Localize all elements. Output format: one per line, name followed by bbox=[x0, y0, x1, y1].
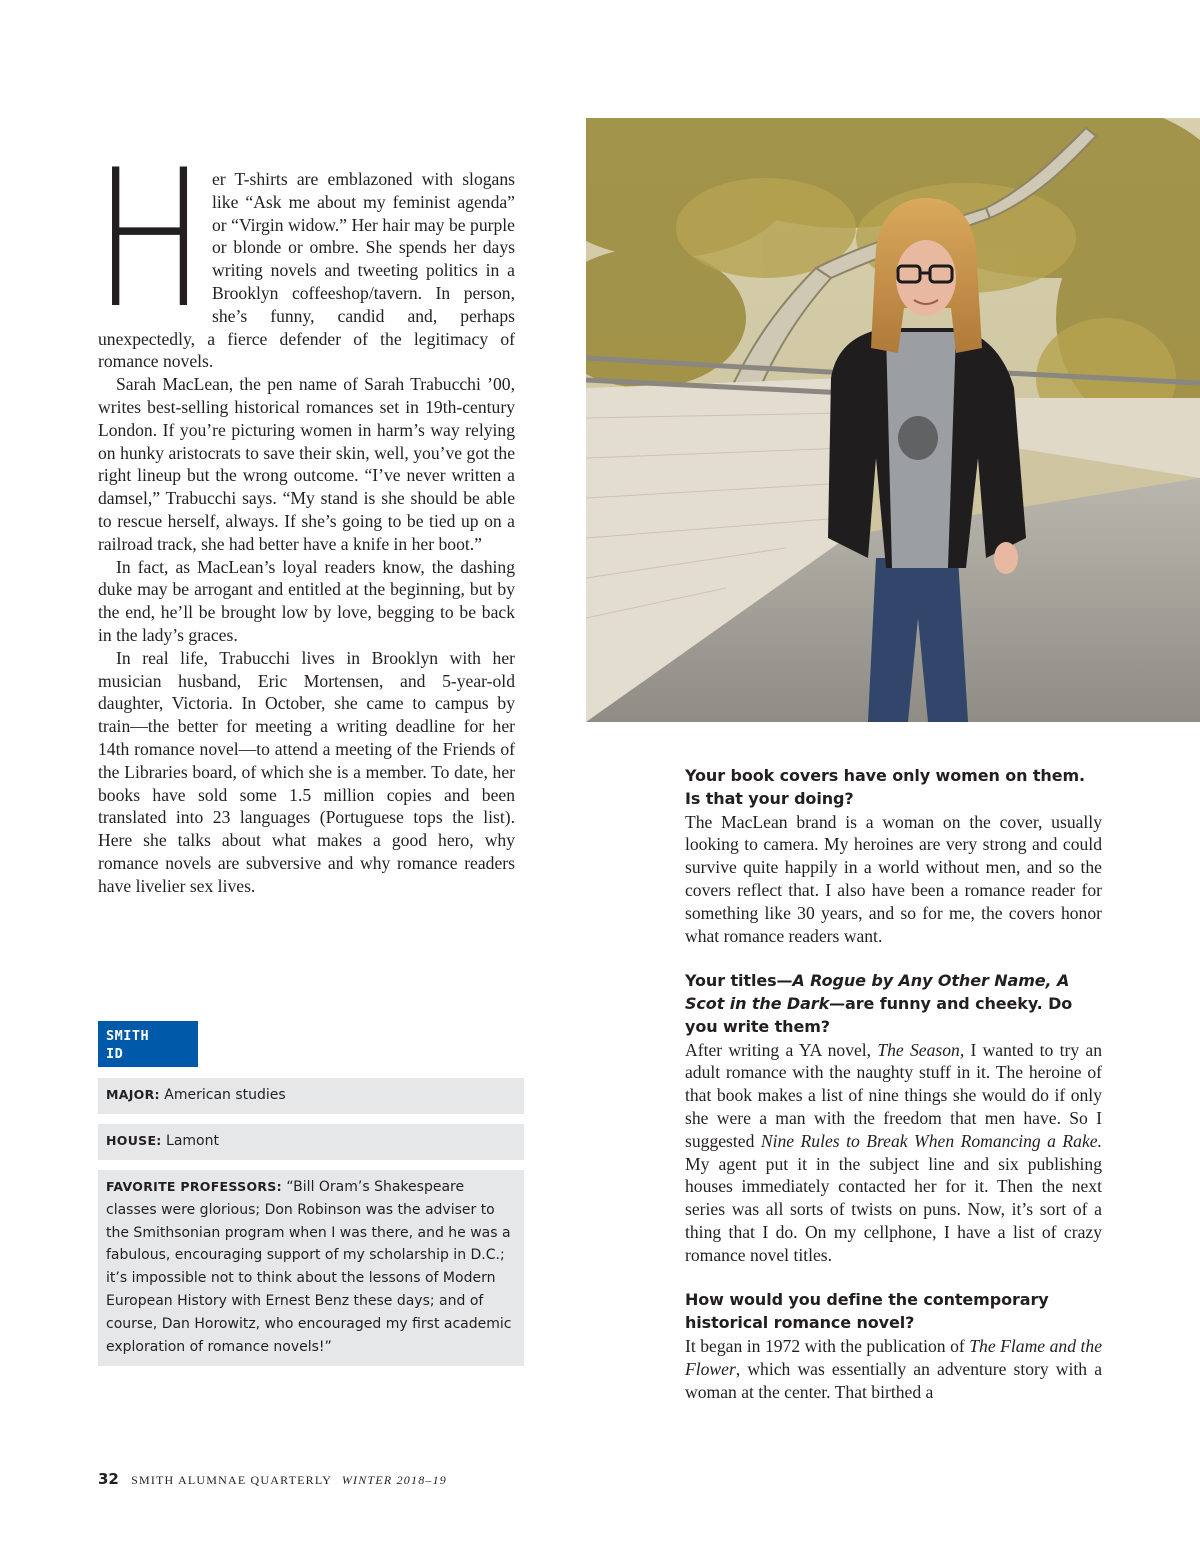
professors-value: “Bill Oram’s Shakespeare classes were glorious; Don Robinson was the adviser to the Smithsonian program when I was there, and he was a fabulous, encouraging support of my scholarship in D.C.; it’s impossible not to think about the lessons of Modern European History with Ernest Benz these days; and of course, Dan Horowitz, who encouraged my first academic exploration of romance novels!” bbox=[106, 1179, 512, 1355]
house-value: Lamont bbox=[166, 1133, 219, 1149]
answer-3 bbox=[685, 1335, 1102, 1403]
question-2-pre: Your titles— bbox=[685, 971, 793, 991]
portrait-photo bbox=[586, 118, 1200, 722]
question-2 bbox=[685, 970, 1102, 1038]
issue-date: WINTER 2018–19 bbox=[341, 1473, 447, 1487]
answer-2-part1: After writing a YA novel, bbox=[685, 1039, 878, 1060]
answer-2-title1: The Season, bbox=[877, 1039, 965, 1060]
publication-name: SMITH ALUMNAE QUARTERLY bbox=[131, 1473, 332, 1487]
major-row bbox=[98, 1078, 524, 1114]
answer-1: The MacLean brand is a woman on the cover, usually looking to camera. My heroines are very strong and could survive quite happily in a world without men, and so the covers reflect that. I also have been a romance reader for something like 30 years, and so for me, the covers honor what romance readers want. bbox=[685, 811, 1102, 946]
favorite-professors-row bbox=[98, 1170, 524, 1366]
house-row bbox=[98, 1124, 524, 1160]
answer-2-part2: I wanted to try an adult romance with the naughty stuff in it. The heroine of that book makes a list of nine things she would do if only she were a man with the freedom that men have. So I suggested bbox=[685, 1039, 1102, 1151]
article-body bbox=[94, 129, 515, 898]
answer-2 bbox=[685, 1039, 1102, 1267]
article-paragraph-2: Sarah MacLean, the pen name of Sarah Trabucchi ’00, writes best-selling historical romances set in 19th-century London. If you’re picturing women in harm’s way relying on hunky aristocrats to save their skin, well, you’ve got the right lineup but the wrong outcome. “I’ve never written a damsel,” Trabucchi says. “My stand is she should be able to rescue herself, always. If she’s going to be tied up on a railroad track, she had better have a knife in her boot.” bbox=[98, 374, 515, 554]
qa-section bbox=[685, 765, 1102, 1403]
question-1: Your book covers have only women on them. Is that your doing? bbox=[685, 766, 1086, 808]
article-paragraph-1: er T-shirts are emblazoned with slogans like “Ask me about my feminist agenda” or “Virgin widow.” Her hair may be purple or blonde or ombre. She spends her days writing novels and tweeting politics in a Brooklyn coffeeshop/tavern. In person, she’s funny, candid and, perhaps unexpectedly, a fierce defender of the legitimacy of romance novels. bbox=[98, 169, 515, 372]
answer-2-title2: Nine Rules to Break When Romancing a Rake. bbox=[760, 1130, 1102, 1151]
smith-id-tag-line1: SMITH bbox=[106, 1028, 150, 1044]
answer-3-part1: It began in 1972 with the publication of bbox=[685, 1335, 970, 1356]
house-label: HOUSE: bbox=[106, 1133, 162, 1148]
question-3: How would you define the contemporary historical romance novel? bbox=[685, 1290, 1049, 1333]
professors-label: FAVORITE PROFESSORS: bbox=[106, 1179, 282, 1194]
drop-cap: H bbox=[94, 129, 206, 350]
page-number: 32 bbox=[98, 1470, 119, 1488]
article-paragraph-3: In fact, as MacLean’s loyal readers know, the dashing duke may be arrogant and entitled at the beginning, but by the end, he’ll be brought low by love, begging to be back in the lady’s graces. bbox=[98, 556, 515, 645]
answer-3-title: The Flame and the Flower bbox=[685, 1335, 1103, 1379]
major-label: MAJOR: bbox=[106, 1087, 160, 1102]
smith-id-tag bbox=[98, 1021, 198, 1067]
question-2-post: —are funny and cheeky. Do you write them? bbox=[685, 993, 1073, 1036]
article-paragraph-4: In real life, Trabucchi lives in Brooklyn with her musician husband, Eric Mortensen, and 5-year-old daughter, Victoria. In October, she came to campus by train—the better for meeting a writing deadline for her 14th romance novel—to attend a meeting of the Friends of the Libraries board, of which she is a member. To date, her books have sold some 1.5 million copies and been translated into 23 languages (Portuguese tops the list). Here she talks about what makes a good hero, why romance novels are subversive and why romance readers have livelier sex lives. bbox=[98, 647, 515, 896]
answer-2-part3: My agent put it in the subject line and six publishing houses immediately contacted her for it. Then the next series was all sorts of twists on puns. Now, it’s sort of a thing that I do. On my cellphone, I have a list of crazy romance novel titles. bbox=[685, 1153, 1102, 1265]
answer-3-part2: , which was essentially an adventure story with a woman at the center. That birthed a bbox=[685, 1358, 1102, 1402]
smith-id-tag-line2: ID bbox=[106, 1046, 124, 1062]
question-2-titles: A Rogue by Any Other Name, A Scot in the Dark bbox=[685, 971, 1070, 1013]
page-footer bbox=[98, 1470, 447, 1488]
major-value: American studies bbox=[164, 1087, 286, 1103]
